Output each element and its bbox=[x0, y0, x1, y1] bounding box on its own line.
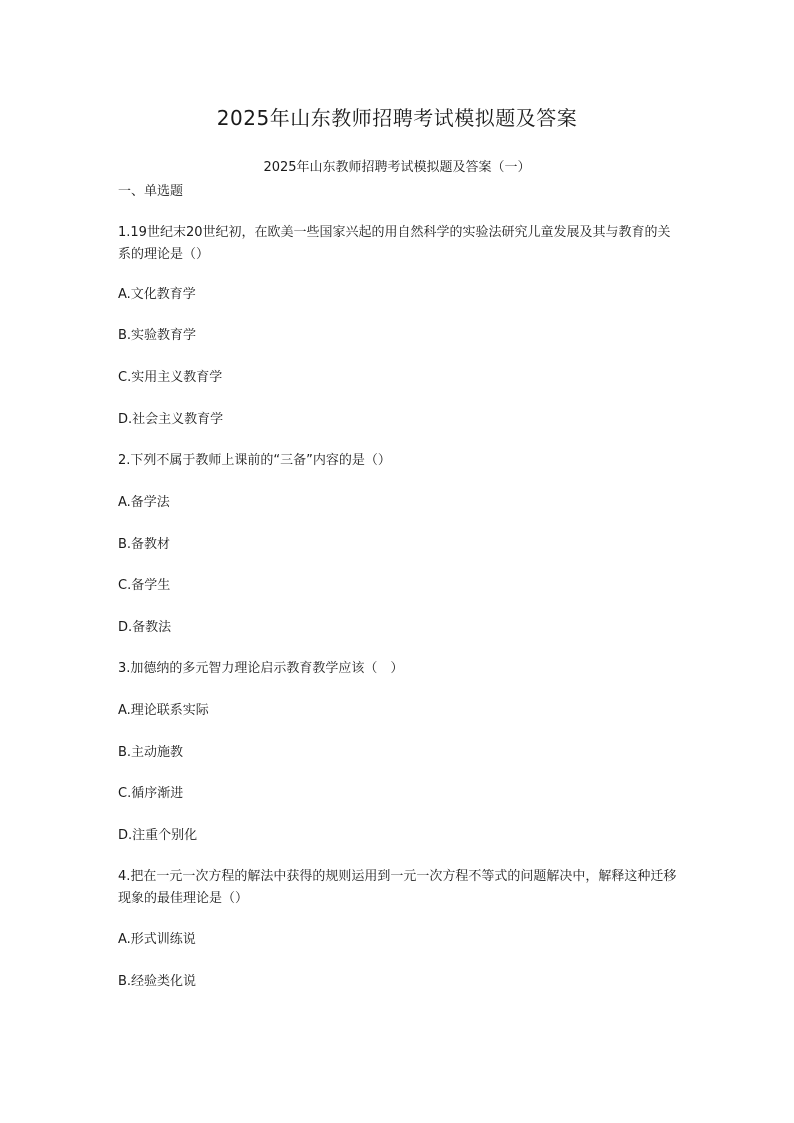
question-4-option-b: B.经验类化说 bbox=[118, 974, 197, 989]
question-4-option-a: A.形式训练说 bbox=[118, 932, 196, 947]
document-subtitle: 2025年山东教师招聘考试模拟题及答案（一） bbox=[263, 160, 531, 175]
question-1-option-b: B.实验教育学 bbox=[118, 328, 197, 343]
question-3-option-a: A.理论联系实际 bbox=[118, 703, 209, 718]
question-3-option-b: B.主动施教 bbox=[118, 745, 184, 760]
section-heading: 一、单选题 bbox=[118, 184, 184, 199]
question-1-option-c: C.实用主义教育学 bbox=[118, 370, 223, 385]
document-title: 2025年山东教师招聘考试模拟题及答案 bbox=[216, 106, 578, 130]
question-3-option-d: D.注重个别化 bbox=[118, 828, 198, 843]
question-2-option-a: A.备学法 bbox=[118, 495, 170, 510]
question-1-text: 1.19世纪末20世纪初，在欧美一些国家兴起的用自然科学的实验法研究儿童发展及其与教育的关系的理论是（） bbox=[118, 225, 671, 262]
question-2-text: 2.下列不属于教师上课前的“三备”内容的是（） bbox=[118, 453, 391, 468]
question-2-option-d: D.备教法 bbox=[118, 620, 172, 635]
question-3-option-c: C.循序渐进 bbox=[118, 786, 184, 801]
question-2-option-c: C.备学生 bbox=[118, 578, 171, 593]
question-1-option-d: D.社会主义教育学 bbox=[118, 412, 224, 427]
question-2-option-b: B.备教材 bbox=[118, 537, 171, 552]
question-3-text: 3.加德纳的多元智力理论启示教育教学应该（ ） bbox=[118, 661, 404, 676]
question-1-option-a: A.文化教育学 bbox=[118, 287, 196, 302]
question-4-text: 4.把在一元一次方程的解法中获得的规则运用到一元一次方程不等式的问题解决中，解释这种迁移现象的最佳理论是（） bbox=[118, 869, 677, 906]
